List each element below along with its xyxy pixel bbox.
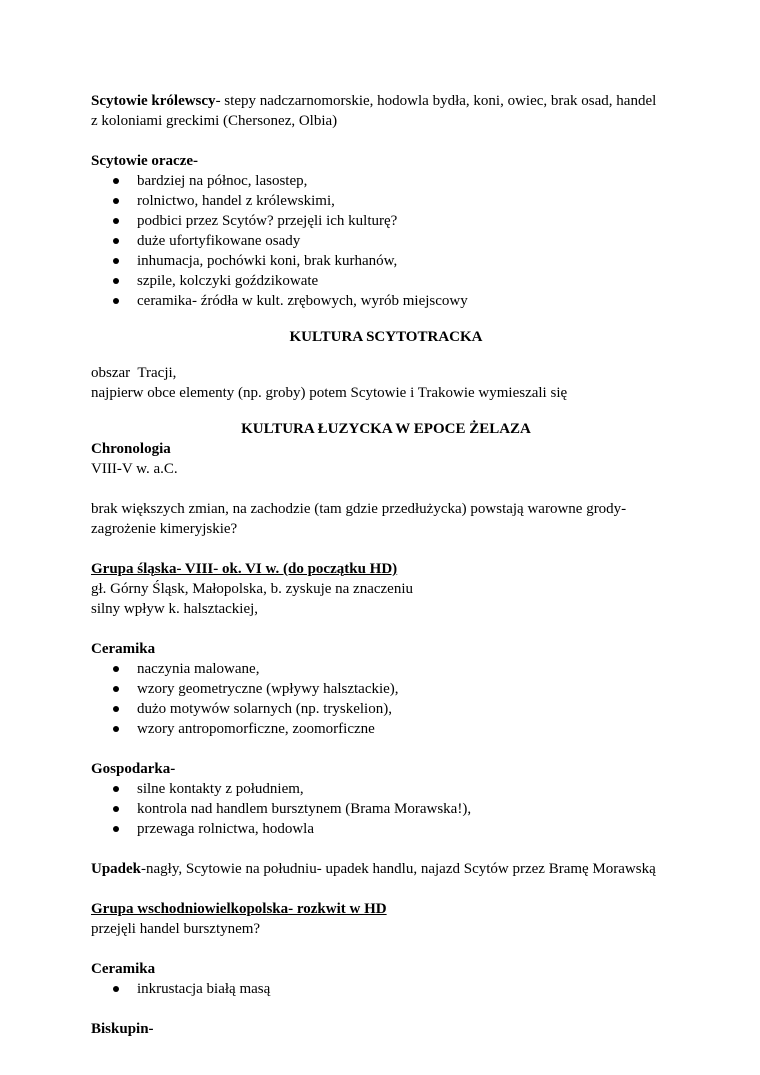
- document-content: [91, 91, 681, 1039]
- grupa-wschodniowielkopolska-ceramika-list: [91, 979, 681, 999]
- grupa-slaska-ceramika-list: [91, 659, 681, 739]
- grupa-wschodniowielkopolska-line1: przejęli handel bursztynem?: [91, 921, 261, 937]
- list-item-text: podbici przez Scytów? przejęli ich kulturę?: [137, 213, 398, 229]
- list-item: [91, 699, 681, 719]
- gospodarka-label: [91, 759, 681, 779]
- bullet-icon: [113, 726, 119, 732]
- luzycka-para-line2: zagrożenie kimeryjskie?: [91, 521, 238, 537]
- bullet-icon: [113, 218, 119, 224]
- scytotracka-line1: obszar Tracji,: [91, 365, 177, 381]
- bullet-icon: [113, 198, 119, 204]
- biskupin-label: [91, 1019, 681, 1039]
- list-item-text: kontrola nad handlem bursztynem (Brama Morawska!),: [137, 801, 472, 817]
- upadek-text: -nagły, Scytowie na południu- upadek handlu, najazd Scytów przez Bramę Morawską: [141, 861, 656, 877]
- scytotracka-line2: najpierw obce elementy (np. groby) potem Scytowie i Trakowie wymieszali się: [91, 385, 568, 401]
- list-item-text: duże ufortyfikowane osady: [137, 233, 301, 249]
- list-item: [91, 231, 681, 251]
- list-item-text: bardziej na północ, lasostep,: [137, 173, 308, 189]
- scytowie-oracze-list: [91, 171, 681, 311]
- ceramika-label-text: Ceramika: [91, 641, 156, 657]
- list-item: [91, 271, 681, 291]
- bullet-icon: [113, 826, 119, 832]
- bullet-icon: [113, 298, 119, 304]
- list-item-text: naczynia malowane,: [137, 661, 260, 677]
- wschodniowielkopolska-ceramika-label: [91, 959, 681, 979]
- list-item: [91, 819, 681, 839]
- list-item: [91, 291, 681, 311]
- list-item: [91, 251, 681, 271]
- list-item: [91, 779, 681, 799]
- bullet-icon: [113, 258, 119, 264]
- scytowie-krolewscy-paragraph: [91, 91, 681, 111]
- scytowie-oracze-heading: [91, 151, 681, 171]
- list-item: [91, 211, 681, 231]
- list-item-text: dużo motywów solarnych (np. tryskelion),: [137, 701, 392, 717]
- scytowie-oracze-heading-text: Scytowie oracze-: [91, 153, 199, 169]
- list-item-text: wzory antropomorficzne, zoomorficzne: [137, 721, 375, 737]
- luzycka-para-line1: brak większych zmian, na zachodzie (tam gdzie przedłużycka) powstają warowne grody-: [91, 501, 627, 517]
- gospodarka-label-text: Gospodarka-: [91, 761, 176, 777]
- grupa-slaska-gospodarka-list: [91, 779, 681, 839]
- grupa-wschodniowielkopolska-heading-text: Grupa wschodniowielkopolska- rozkwit w HD: [91, 901, 387, 917]
- list-item: [91, 679, 681, 699]
- kultura-luzycka-heading: KULTURA ŁUZYCKA W EPOCE ŻELAZA: [241, 421, 531, 437]
- bullet-icon: [113, 686, 119, 692]
- bullet-icon: [113, 666, 119, 672]
- wschodniowielkopolska-ceramika-label-text: Ceramika: [91, 961, 156, 977]
- list-item-text: szpile, kolczyki goździkowate: [137, 273, 319, 289]
- scytowie-krolewscy-heading: Scytowie królewscy: [91, 93, 216, 109]
- list-item-text: inhumacja, pochówki koni, brak kurhanów,: [137, 253, 398, 269]
- upadek-paragraph: [91, 859, 681, 879]
- list-item: [91, 979, 681, 999]
- bullet-icon: [113, 986, 119, 992]
- bullet-icon: [113, 806, 119, 812]
- list-item-text: ceramika- źródła w kult. zrębowych, wyrób miejscowy: [137, 293, 468, 309]
- bullet-icon: [113, 238, 119, 244]
- grupa-wschodniowielkopolska-heading: [91, 899, 681, 919]
- list-item-text: przewaga rolnictwa, hodowla: [137, 821, 315, 837]
- grupa-slaska-line1: gł. Górny Śląsk, Małopolska, b. zyskuje na znaczeniu: [91, 581, 414, 597]
- list-item-text: silne kontakty z południem,: [137, 781, 304, 797]
- list-item: [91, 171, 681, 191]
- bullet-icon: [113, 786, 119, 792]
- scytowie-krolewscy-text-line1: - stepy nadczarnomorskie, hodowla bydła, koni, owiec, brak osad, handel: [215, 93, 657, 109]
- grupa-slaska-heading: [91, 559, 681, 579]
- upadek-label: Upadek: [91, 861, 142, 877]
- chronologia-label: [91, 439, 681, 459]
- grupa-slaska-line2: silny wpływ k. halsztackiej,: [91, 601, 259, 617]
- biskupin-label-text: Biskupin-: [91, 1021, 154, 1037]
- list-item-text: wzory geometryczne (wpływy halsztackie),: [137, 681, 399, 697]
- list-item: [91, 191, 681, 211]
- list-item-text: inkrustacja białą masą: [137, 981, 271, 997]
- ceramika-label: [91, 639, 681, 659]
- bullet-icon: [113, 178, 119, 184]
- scytowie-krolewscy-text-line2: z koloniami greckimi (Chersonez, Olbia): [91, 113, 338, 129]
- list-item: [91, 719, 681, 739]
- list-item: [91, 659, 681, 679]
- chronologia-label-text: Chronologia: [91, 441, 171, 457]
- kultura-scytotracka-heading: KULTURA SCYTOTRACKA: [289, 329, 483, 345]
- list-item-text: rolnictwo, handel z królewskimi,: [137, 193, 335, 209]
- bullet-icon: [113, 706, 119, 712]
- chronologia-value: VIII-V w. a.C.: [91, 461, 178, 477]
- grupa-slaska-heading-text: Grupa śląska- VIII- ok. VI w. (do początku HD): [91, 561, 398, 577]
- list-item: [91, 799, 681, 819]
- bullet-icon: [113, 278, 119, 284]
